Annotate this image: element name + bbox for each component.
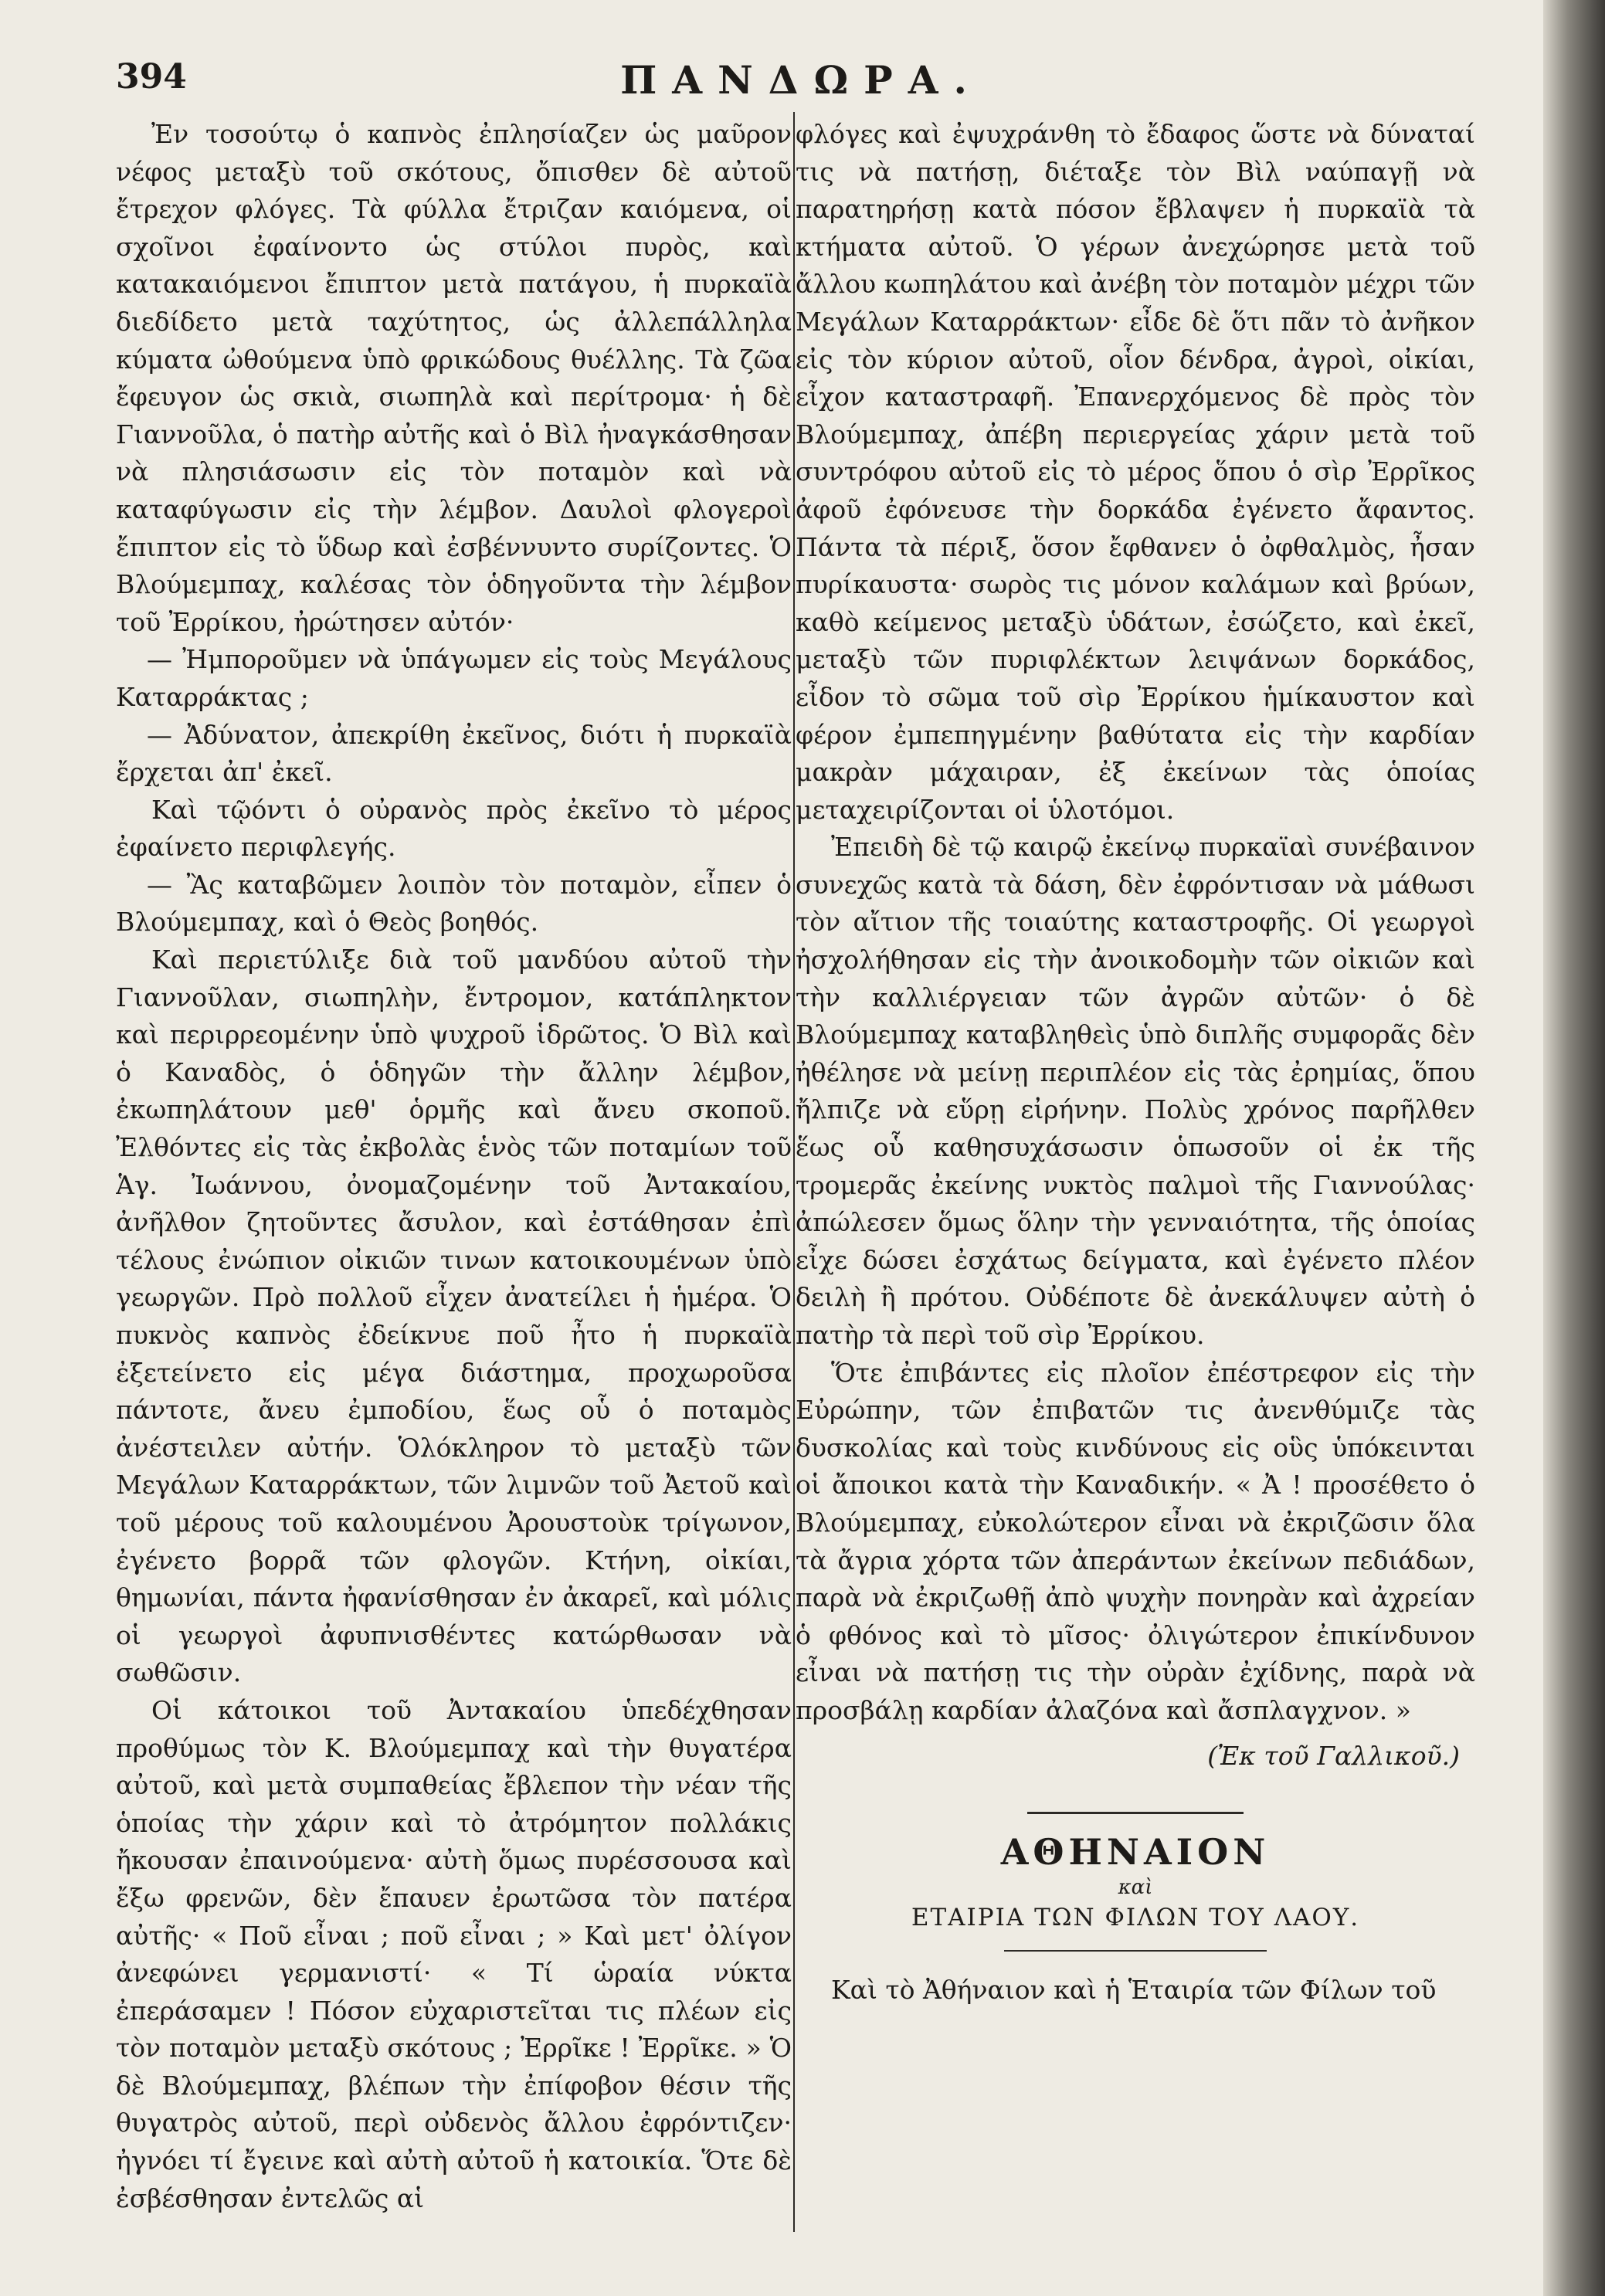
right-column (796, 116, 1475, 2255)
section-divider (1027, 1812, 1244, 1814)
section-opening-line: Καὶ τὸ Ἀθήναιον καὶ ἡ Ἑταιρία τῶν Φίλων τοῦ (831, 1975, 1437, 2006)
source-credit: (Ἐκ τοῦ Γαλλικοῦ.) (1207, 1740, 1460, 1771)
paragraph: Καὶ περιετύλιξε διὰ τοῦ μανδύου αὐτοῦ τὴν Γιαννοῦλαν, σιωπηλὴν, ἔντρομον, κατάπληκτον καὶ περιρρεομένην ὑπὸ ψυχροῦ ἱδρῶτος. Ὁ Βὶλ καὶ ὁ Καναδὸς, ὁ ὁδηγῶν τὴν ἄλλην λέμβον, ἐκωπηλάτουν μεθ' ὁρμῆς καὶ ἄνευ σκοποῦ. Ἐλθόντες εἰς τὰς ἐκβολὰς ἑνὸς τῶν ποταμίων τοῦ Ἁγ. Ἰωάννου, ὀνομαζομένην τοῦ Ἀντακαίου, ἀνῆλθον ζητοῦντες ἄσυλον, καὶ ἐστάθησαν ἐπὶ τέλους ἐνώπιον οἰκιῶν τινων κατοικουμένων ὑπὸ γεωργῶν. Πρὸ πολλοῦ εἶχεν ἀνατείλει ἡ ἡμέρα. Ὁ πυκνὸς καπνὸς ἐδείκνυε ποῦ ἦτο ἡ πυρκαϊὰ ἐξετείνετο εἰς μέγα διάστημα, προχωροῦσα πάντοτε, ἄνευ ἐμποδίου, ἕως οὗ ὁ ποταμὸς ἀνέστειλεν αὐτήν. Ὁλόκληρον τὸ μεταξὺ τῶν Μεγάλων Καταρράκτων, τῶν λιμνῶν τοῦ Ἀετοῦ καὶ τοῦ μέρους τοῦ καλουμένου Ἀρουστοὺκ τρίγωνον, ἐγένετο βορρᾶ τῶν φλογῶν. Κτήνη, οἰκίαι, θημωνίαι, πάντα ἠφανίσθησαν ἐν ἀκαρεῖ, καὶ μόλις οἱ γεωργοὶ ἀφυπνισθέντες κατώρθωσαν νὰ σωθῶσιν. (116, 945, 792, 1688)
journal-title: ΠΑΝΔΩΡΑ. (620, 57, 982, 103)
section-title: ΑΘΗΝΑΙΟΝ (1000, 1831, 1271, 1874)
page-number: 394 (116, 57, 187, 97)
page-header (116, 57, 1487, 111)
section-conjunction: καὶ (1118, 1876, 1153, 1900)
paragraph: φλόγες καὶ ἐψυχράνθη τὸ ἔδαφος ὥστε νὰ δύναταί τις νὰ πατήσῃ, διέταξε τὸν Βὶλ ναύπαγῇ νὰ παρατηρήσῃ κατὰ πόσον ἔβλαψεν ἡ πυρκαϊὰ τὰ κτήματα αὐτοῦ. Ὁ γέρων ἀνεχώρησε μετὰ τοῦ ἄλλου κωπηλάτου καὶ ἀνέβη τὸν ποταμὸν μέχρι τῶν Μεγάλων Καταρράκτων· εἶδε δὲ ὅτι πᾶν τὸ ἀνῆκον εἰς τὸν κύριον αὐτοῦ, οἷον δένδρα, ἀγροὶ, οἰκίαι, εἶχον καταστραφῆ. Ἐπανερχόμενος δὲ πρὸς τὸν Βλούμεμπαχ, ἀπέβη περιεργείας χάριν μετὰ τοῦ συντρόφου αὐτοῦ εἰς τὸ μέρος ὅπου ὁ σὶρ Ἐρρῖκος ἀφοῦ ἐφόνευσε τὴν δορκάδα ἐγένετο ἄφαντος. Πάντα τὰ πέριξ, ὅσον ἔφθανεν ὁ ὀφθαλμὸς, ἦσαν πυρίκαυστα· σωρὸς τις μόνον καλάμων καὶ βρύων, καθὸ κείμενος μεταξὺ ὑδάτων, ἐσώζετο, καὶ ἐκεῖ, μεταξὺ τῶν πυριφλέκτων λειψάνων δορκάδος, εἶδον τὸ σῶμα τοῦ σὶρ Ἐρρίκου ἡμίκαυστον καὶ φέρον ἐμπεπηγμένην βαθύτατα εἰς τὴν καρδίαν μακρὰν μάχαιραν, ἐξ ἐκείνων τὰς ὁποίας μεταχειρίζονται οἱ ὑλοτόμοι. (796, 119, 1475, 825)
paragraph: Ἐν τοσούτῳ ὁ καπνὸς ἐπλησίαζεν ὡς μαῦρον νέφος μεταξὺ τοῦ σκότους, ὄπισθεν δὲ αὐτοῦ ἔτρεχον φλόγες. Τὰ φύλλα ἔτριζαν καιόμενα, οἱ σχοῖνοι ἐφαίνοντο ὡς στύλοι πυρὸς, καὶ κατακαιόμενοι ἔπιπτον μετὰ πατάγου, ἡ πυρκαϊὰ διεδίδετο μετὰ ταχύτητος, ὡς ἀλλεπάλληλα κύματα ὠθούμενα ὑπὸ φρικώδους θυέλλης. Τὰ ζῶα ἔφευγον ὡς σκιὰ, σιωπηλὰ καὶ περίτρομα· ἡ δὲ Γιαννοῦλα, ὁ πατὴρ αὐτῆς καὶ ὁ Βὶλ ἠναγκάσθησαν νὰ πλησιάσωσιν εἰς τὸν ποταμὸν καὶ νὰ καταφύγωσιν εἰς τὴν λέμβον. Δαυλοὶ φλογεροὶ ἔπιπτον εἰς τὸ ὕδωρ καὶ ἐσβέννυντο συρίζοντες. Ὁ Βλούμεμπαχ, καλέσας τὸν ὁδηγοῦντα τὴν λέμβον τοῦ Ἐρρίκου, ἠρώτησεν αὐτόν· (116, 119, 792, 637)
column-divider (793, 112, 795, 2232)
paragraph: Ὅτε ἐπιβάντες εἰς πλοῖον ἐπέστρεφον εἰς τὴν Εὐρώπην, τῶν ἐπιβατῶν τις ἀνενθύμιζε τὰς δυσκολίας καὶ τοὺς κινδύνους εἰς οὓς ὑπόκεινται οἱ ἄποικοι κατὰ τὴν Καναδικήν. « Ἀ ! προσέθετο ὁ Βλούμεμπαχ, εὐκολώτερον εἶναι νὰ ἐκριζῶσιν ὅλα τὰ ἄγρια χόρτα τῶν ἀπεράντων ἐκείνων πεδιάδων, παρὰ νὰ ἐκριζωθῇ ἀπὸ ψυχὴν πονηρὰν καὶ ἀχρείαν ὁ φθόνος καὶ τὸ μῖσος· ὀλιγώτερον ἐπικίνδυνον εἶναι νὰ πατήσῃ τις τὴν οὐρὰν ἐχίδνης, παρὰ νὰ προσβάλῃ καρδίαν ἀλαζόνα καὶ ἄσπλαγχνον. » (796, 1357, 1475, 1725)
paragraph: Ἐπειδὴ δὲ τῷ καιρῷ ἐκείνῳ πυρκαϊαὶ συνέβαινον συνεχῶς κατὰ τὰ δάση, δὲν ἐφρόντισαν νὰ μάθωσι τὸν αἴτιον τῆς τοιαύτης καταστροφῆς. Οἱ γεωργοὶ ἠσχολήθησαν εἰς τὴν ἀνοικοδομὴν τῶν οἰκιῶν καὶ τὴν καλλιέργειαν τῶν ἀγρῶν αὐτῶν· ὁ δὲ Βλούμεμπαχ καταβληθεὶς ὑπὸ διπλῆς συμφορᾶς δὲν ἠθέλησε νὰ μείνῃ περιπλέον εἰς τὰς ἐρημίας, ὅπου ἤλπιζε νὰ εὕρῃ εἰρήνην. Πολὺς χρόνος παρῆλθεν ἕως οὗ καθησυχάσωσιν ὁπωσοῦν οἱ ἐκ τῆς τρομερᾶς ἐκείνης νυκτὸς παλμοὶ τῆς Γιαννούλας· ἀπώλεσεν ὅμως ὅλην τὴν γενναιότητα, τῆς ὁποίας εἶχε δώσει ἐσχάτως δείγματα, καὶ ἐγένετο πλέον δειλὴ ἢ πρότου. Οὐδέποτε δὲ ἀνεκάλυψεν αὐτὴ ὁ πατὴρ τὰ περὶ τοῦ σὶρ Ἐρρίκου. (796, 832, 1475, 1350)
page-binding-edge (1543, 0, 1605, 2296)
section-subtitle: ΕΤΑΙΡΙΑ ΤΩΝ ΦΙΛΩΝ ΤΟΥ ΛΑΟΥ. (911, 1904, 1360, 1932)
left-column (116, 116, 792, 2255)
dialogue-line: — Ἠμποροῦμεν νὰ ὑπάγωμεν εἰς τοὺς Μεγάλους Καταρράκτας ; (116, 644, 792, 712)
paragraph: Καὶ τῷόντι ὁ οὐρανὸς πρὸς ἐκεῖνο τὸ μέρος ἐφαίνετο περιφλεγής. (116, 794, 792, 863)
dialogue-line: — Ἀδύνατον, ἀπεκρίθη ἐκεῖνος, διότι ἡ πυρκαϊὰ ἔρχεται ἀπ' ἐκεῖ. (116, 719, 792, 788)
subtitle-rule (1004, 1950, 1267, 1952)
dialogue-line: — Ἂς καταβῶμεν λοιπὸν τὸν ποταμὸν, εἶπεν ὁ Βλούμεμπαχ, καὶ ὁ Θεὸς βοηθός. (116, 869, 792, 938)
paragraph: Οἱ κάτοικοι τοῦ Ἀντακαίου ὑπεδέχθησαν προθύμως τὸν Κ. Βλούμεμπαχ καὶ τὴν θυγατέρα αὐτοῦ, καὶ μετὰ συμπαθείας ἔβλεπον τὴν νέαν τῆς ὁποίας τὴν χάριν καὶ τὸ ἀτρόμητον πολλάκις ἤκουσαν ἐπαινούμενα· αὐτὴ ὅμως πυρέσσουσα καὶ ἔξω φρενῶν, δὲν ἔπαυεν ἐρωτῶσα τὸν πατέρα αὐτῆς· « Ποῦ εἶναι ; ποῦ εἶναι ; » Καὶ μετ' ὀλίγον ἀνεφώνει γερμανιστί· « Τί ὡραία νύκτα ἐπεράσαμεν ! Πόσον εὐχαριστεῖται τις πλέων εἰς τὸν ποταμὸν μεταξὺ σκότους ; Ἐρρῖκε ! Ἐρρῖκε. » Ὁ δὲ Βλούμεμπαχ, βλέπων τὴν ἐπίφοβον θέσιν τῆς θυγατρὸς αὐτοῦ, περὶ οὐδενὸς ἄλλου ἐφρόντιζεν· ἠγνόει τί ἔγεινε καὶ αὐτὴ αὐτοῦ ἡ κατοικία. Ὅτε δὲ ἐσβέσθησαν ἐντελῶς αἱ (116, 1694, 792, 2213)
